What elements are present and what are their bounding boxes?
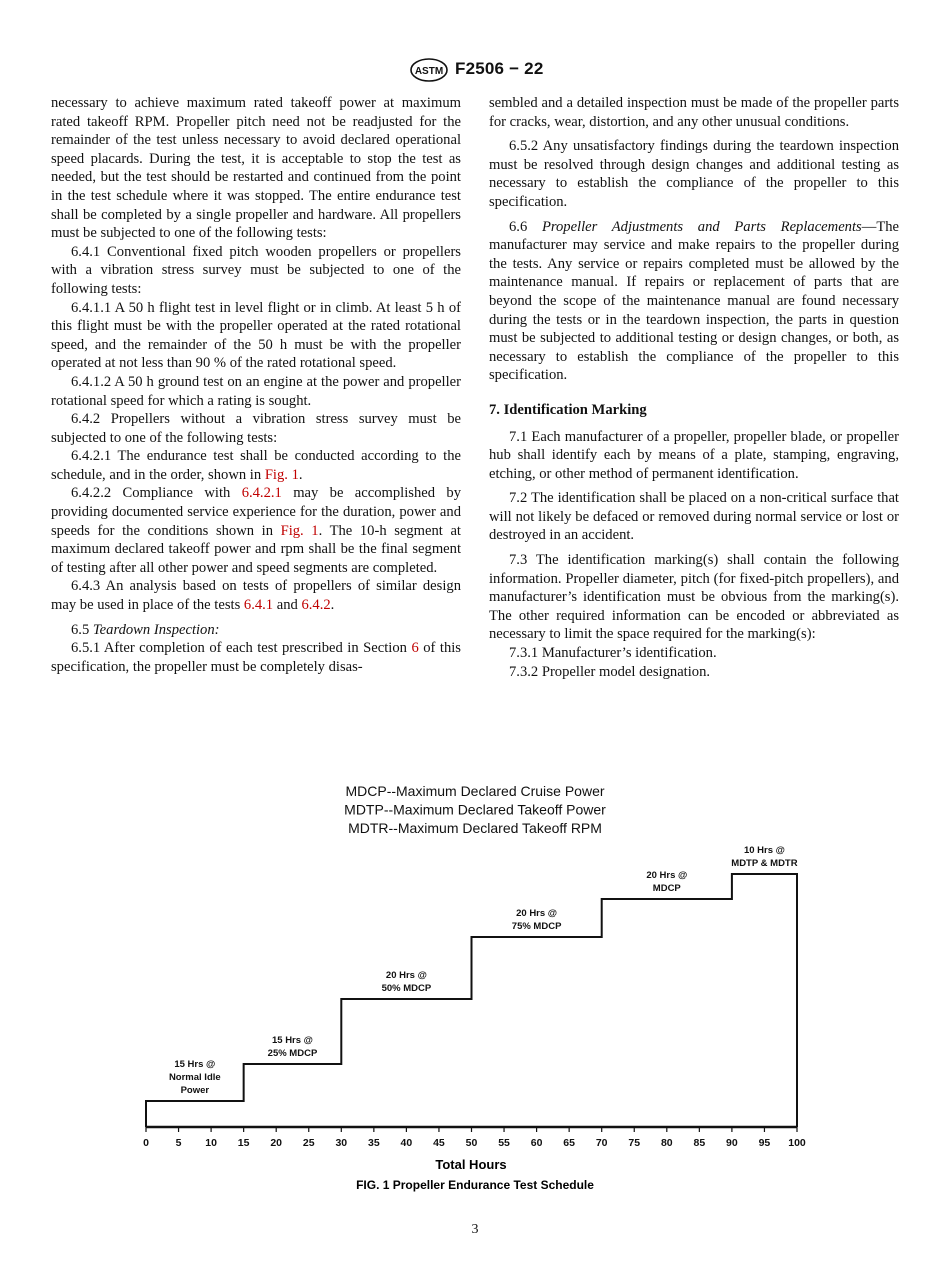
- paragraph-6-4-1-1: 6.4.1.1 A 50 h flight test in level flight or in climb. At least 5 h of this flight must be with the propeller operated at the rated rotational speed, and the remainder of the 50 h must be with the propeller operated at not less than 90 % of the rated rotational speed.: [51, 299, 461, 372]
- page-header: [0, 58, 950, 82]
- segment-label-group: [169, 845, 798, 1096]
- x-tick-label: 90: [726, 1137, 738, 1149]
- section-6-link[interactable]: 6: [411, 640, 419, 657]
- chart-title-line: MDTR--Maximum Declared Takeoff RPM: [348, 820, 602, 836]
- section-number: 6.6: [509, 218, 542, 235]
- x-tick-label: 100: [788, 1137, 806, 1149]
- x-tick-labels: [143, 1137, 806, 1149]
- paragraph-6-4-3: [51, 577, 461, 614]
- x-tick-label: 60: [530, 1137, 543, 1149]
- paragraph-6-4-1-2: 6.4.1.2 A 50 h ground test on an engine at the power and propeller rotational speed for which a rating is sought.: [51, 373, 461, 409]
- astm-logo-icon: [409, 58, 449, 82]
- segment-label: [382, 970, 432, 994]
- chart-title-line: MDTP--Maximum Declared Takeoff Power: [344, 801, 606, 818]
- paragraph-6-4-2-2: [51, 484, 461, 577]
- x-tick-label: 10: [205, 1137, 217, 1149]
- text: 6.4.2.2 Compliance with: [71, 485, 242, 502]
- x-tick-label: 85: [693, 1137, 706, 1149]
- x-tick-label: 0: [143, 1137, 149, 1149]
- section-title: Propeller Adjustments and Parts Replacements: [541, 218, 862, 235]
- x-tick-label: 5: [175, 1137, 182, 1149]
- x-tick-label: 50: [465, 1137, 478, 1149]
- segment-label-line: 15 Hrs @: [174, 1059, 216, 1070]
- x-tick-label: 20: [270, 1137, 283, 1149]
- segment-label-line: 25% MDCP: [267, 1048, 318, 1059]
- right-column: [489, 94, 899, 681]
- paragraph-6-5-1: [51, 639, 461, 676]
- x-tick-label: 80: [660, 1137, 673, 1149]
- x-tick-label: 75: [628, 1137, 641, 1149]
- paragraph-7-3-1: 7.3.1 Manufacturer’s identification.: [509, 645, 717, 662]
- logo-text: ASTM: [414, 66, 444, 77]
- fig-1-endurance-chart: [0, 770, 950, 1200]
- text: of this specification, the propeller must be completely disas-: [51, 640, 461, 675]
- paragraph-7-2: 7.2 The identification shall be placed on a non-critical surface that will not likely be defaced or removed during normal service or lost or destroyed in an accident.: [489, 490, 899, 544]
- x-tick-label: 65: [563, 1137, 575, 1149]
- text: 6.4.2.1 The endurance test shall be conducted according to the schedule, and in the order, shown in: [51, 448, 461, 483]
- document-id: F2506 − 22: [455, 59, 544, 78]
- paragraph-6-5-2: 6.5.2 Any unsatisfactory findings during the teardown inspection must be resolved through design changes and additional testing as necessary to establish the compliance of the propeller to this specification.: [489, 138, 899, 210]
- fig-1-link[interactable]: Fig. 1: [280, 522, 319, 539]
- section-number: 6.5: [71, 621, 93, 638]
- paragraph-6-6: [489, 218, 899, 385]
- segment-label-line: Power: [180, 1085, 210, 1096]
- segment-label-line: 15 Hrs @: [271, 1035, 313, 1046]
- segment-label-line: 20 Hrs @: [385, 970, 427, 981]
- x-tick-label: 45: [433, 1137, 445, 1149]
- x-axis-label: Total Hours: [435, 1157, 507, 1172]
- fig-1-link[interactable]: Fig. 1: [264, 466, 299, 483]
- paragraph-6-4-1: 6.4.1 Conventional fixed pitch wooden propellers or propellers with a vibration stress survey must be subjected to one of the following tests:: [51, 243, 461, 297]
- segment-label: [268, 1035, 318, 1059]
- paragraph-6-4-cont: necessary to achieve maximum rated takeoff power at maximum rated takeoff RPM. Propeller pitch need not be readjusted for the remainder of the test unless necessary to avoid declared operational speed placards. During the test, it is acceptable to stop the test as needed, but the test should be restarted and continued from the point in the test schedule where it was stopped. The entire endurance test shall be completed by a single propeller and hardware. All propellers must be subjected to one of the following tests:: [51, 95, 461, 242]
- x-tick-label: 30: [335, 1137, 348, 1149]
- paragraph-6-5-1-cont: sembled and a detailed inspection must be made of the propeller parts for cracks, wear, distortion, and any other unusual conditions.: [489, 95, 899, 130]
- segment-label: [169, 1059, 221, 1096]
- segment-label: [512, 908, 562, 932]
- x-tick-label: 55: [498, 1137, 510, 1149]
- x-tick-label: 95: [758, 1137, 771, 1149]
- text: —The manufacturer may service and make repairs to the propeller during the tests. Any service or repairs completed must be allowed by the maintenance manual. If repairs or replacement of parts that are beyond the scope of the maintenance manual are found necessary during the tests or in the teardown inspection, the parts in question must be subjected to additional testing or design changes, or both, as necessary to establish the compliance of the propeller to this specification.: [489, 218, 900, 384]
- chart-title-line: MDCP--Maximum Declared Cruise Power: [345, 783, 605, 799]
- segment-label: [646, 870, 687, 894]
- text: .: [330, 597, 335, 614]
- segment-label: [731, 845, 797, 869]
- step-line: [146, 874, 797, 1127]
- segment-label-line: 20 Hrs @: [516, 908, 558, 919]
- section-title: Teardown Inspection:: [92, 621, 220, 638]
- x-axis: [146, 1127, 797, 1132]
- text: may be accomplished by providing documented service experience for the duration, power and speeds for the conditions shown in: [51, 485, 462, 539]
- paragraph-7-3-2: 7.3.2 Propeller model designation.: [509, 663, 711, 680]
- paragraph-6-5: [51, 621, 461, 640]
- segment-label-line: 10 Hrs @: [743, 845, 785, 856]
- x-tick-label: 35: [368, 1137, 380, 1149]
- x-tick-label: 15: [237, 1137, 250, 1149]
- segment-label-line: 20 Hrs @: [646, 870, 688, 881]
- segment-label-line: MDTP & MDTR: [731, 858, 798, 869]
- paragraph-6-4-2-1: [51, 447, 461, 484]
- step-line-group: [146, 874, 797, 1127]
- section-6-4-2-link[interactable]: 6.4.2: [301, 597, 331, 614]
- segment-label-line: 75% MDCP: [511, 921, 562, 932]
- text: 6.4.3 An analysis based on tests of propellers of similar design may be used in place of the tests: [51, 578, 461, 614]
- segment-label-line: MDCP: [652, 883, 681, 894]
- x-tick-label: 40: [400, 1137, 413, 1149]
- chart-title-group: [344, 783, 606, 836]
- paragraph-6-4-2: 6.4.2 Propellers without a vibration stress survey must be subjected to one of the following tests:: [51, 411, 461, 446]
- text: .: [298, 466, 303, 483]
- paragraph-7-1: 7.1 Each manufacturer of a propeller, propeller blade, or propeller hub shall identify each by means of a plate, stamping, engraving, etching, or other method of permanent identification.: [489, 428, 899, 482]
- section-7-heading: 7. Identification Marking: [489, 401, 647, 418]
- segment-label-line: Normal Idle: [168, 1072, 221, 1083]
- section-6-4-2-1-link[interactable]: 6.4.2.1: [241, 485, 282, 502]
- page-number: 3: [471, 1222, 479, 1237]
- x-tick-label: 25: [302, 1137, 315, 1149]
- text: . The 10-h segment at maximum declared takeoff power and rpm shall be the final segment of testing after all other power and speed segments are completed.: [51, 522, 461, 576]
- figure-caption: FIG. 1 Propeller Endurance Test Schedule: [356, 1178, 594, 1192]
- text: and: [273, 597, 302, 614]
- section-6-4-1-link[interactable]: 6.4.1: [243, 597, 274, 614]
- segment-label-line: 50% MDCP: [381, 983, 432, 994]
- left-column: [51, 94, 461, 676]
- x-tick-label: 70: [595, 1137, 608, 1149]
- paragraph-7-3: 7.3 The identification marking(s) shall contain the following information. Propeller diameter, pitch (for fixed-pitch propellers), and manufacturer’s identification must be obvious from the marking(s). The other required information can be encoded or abbreviated as necessary to limit the space required for the marking(s):: [489, 552, 899, 643]
- text: 6.5.1 After completion of each test prescribed in Section: [71, 640, 412, 657]
